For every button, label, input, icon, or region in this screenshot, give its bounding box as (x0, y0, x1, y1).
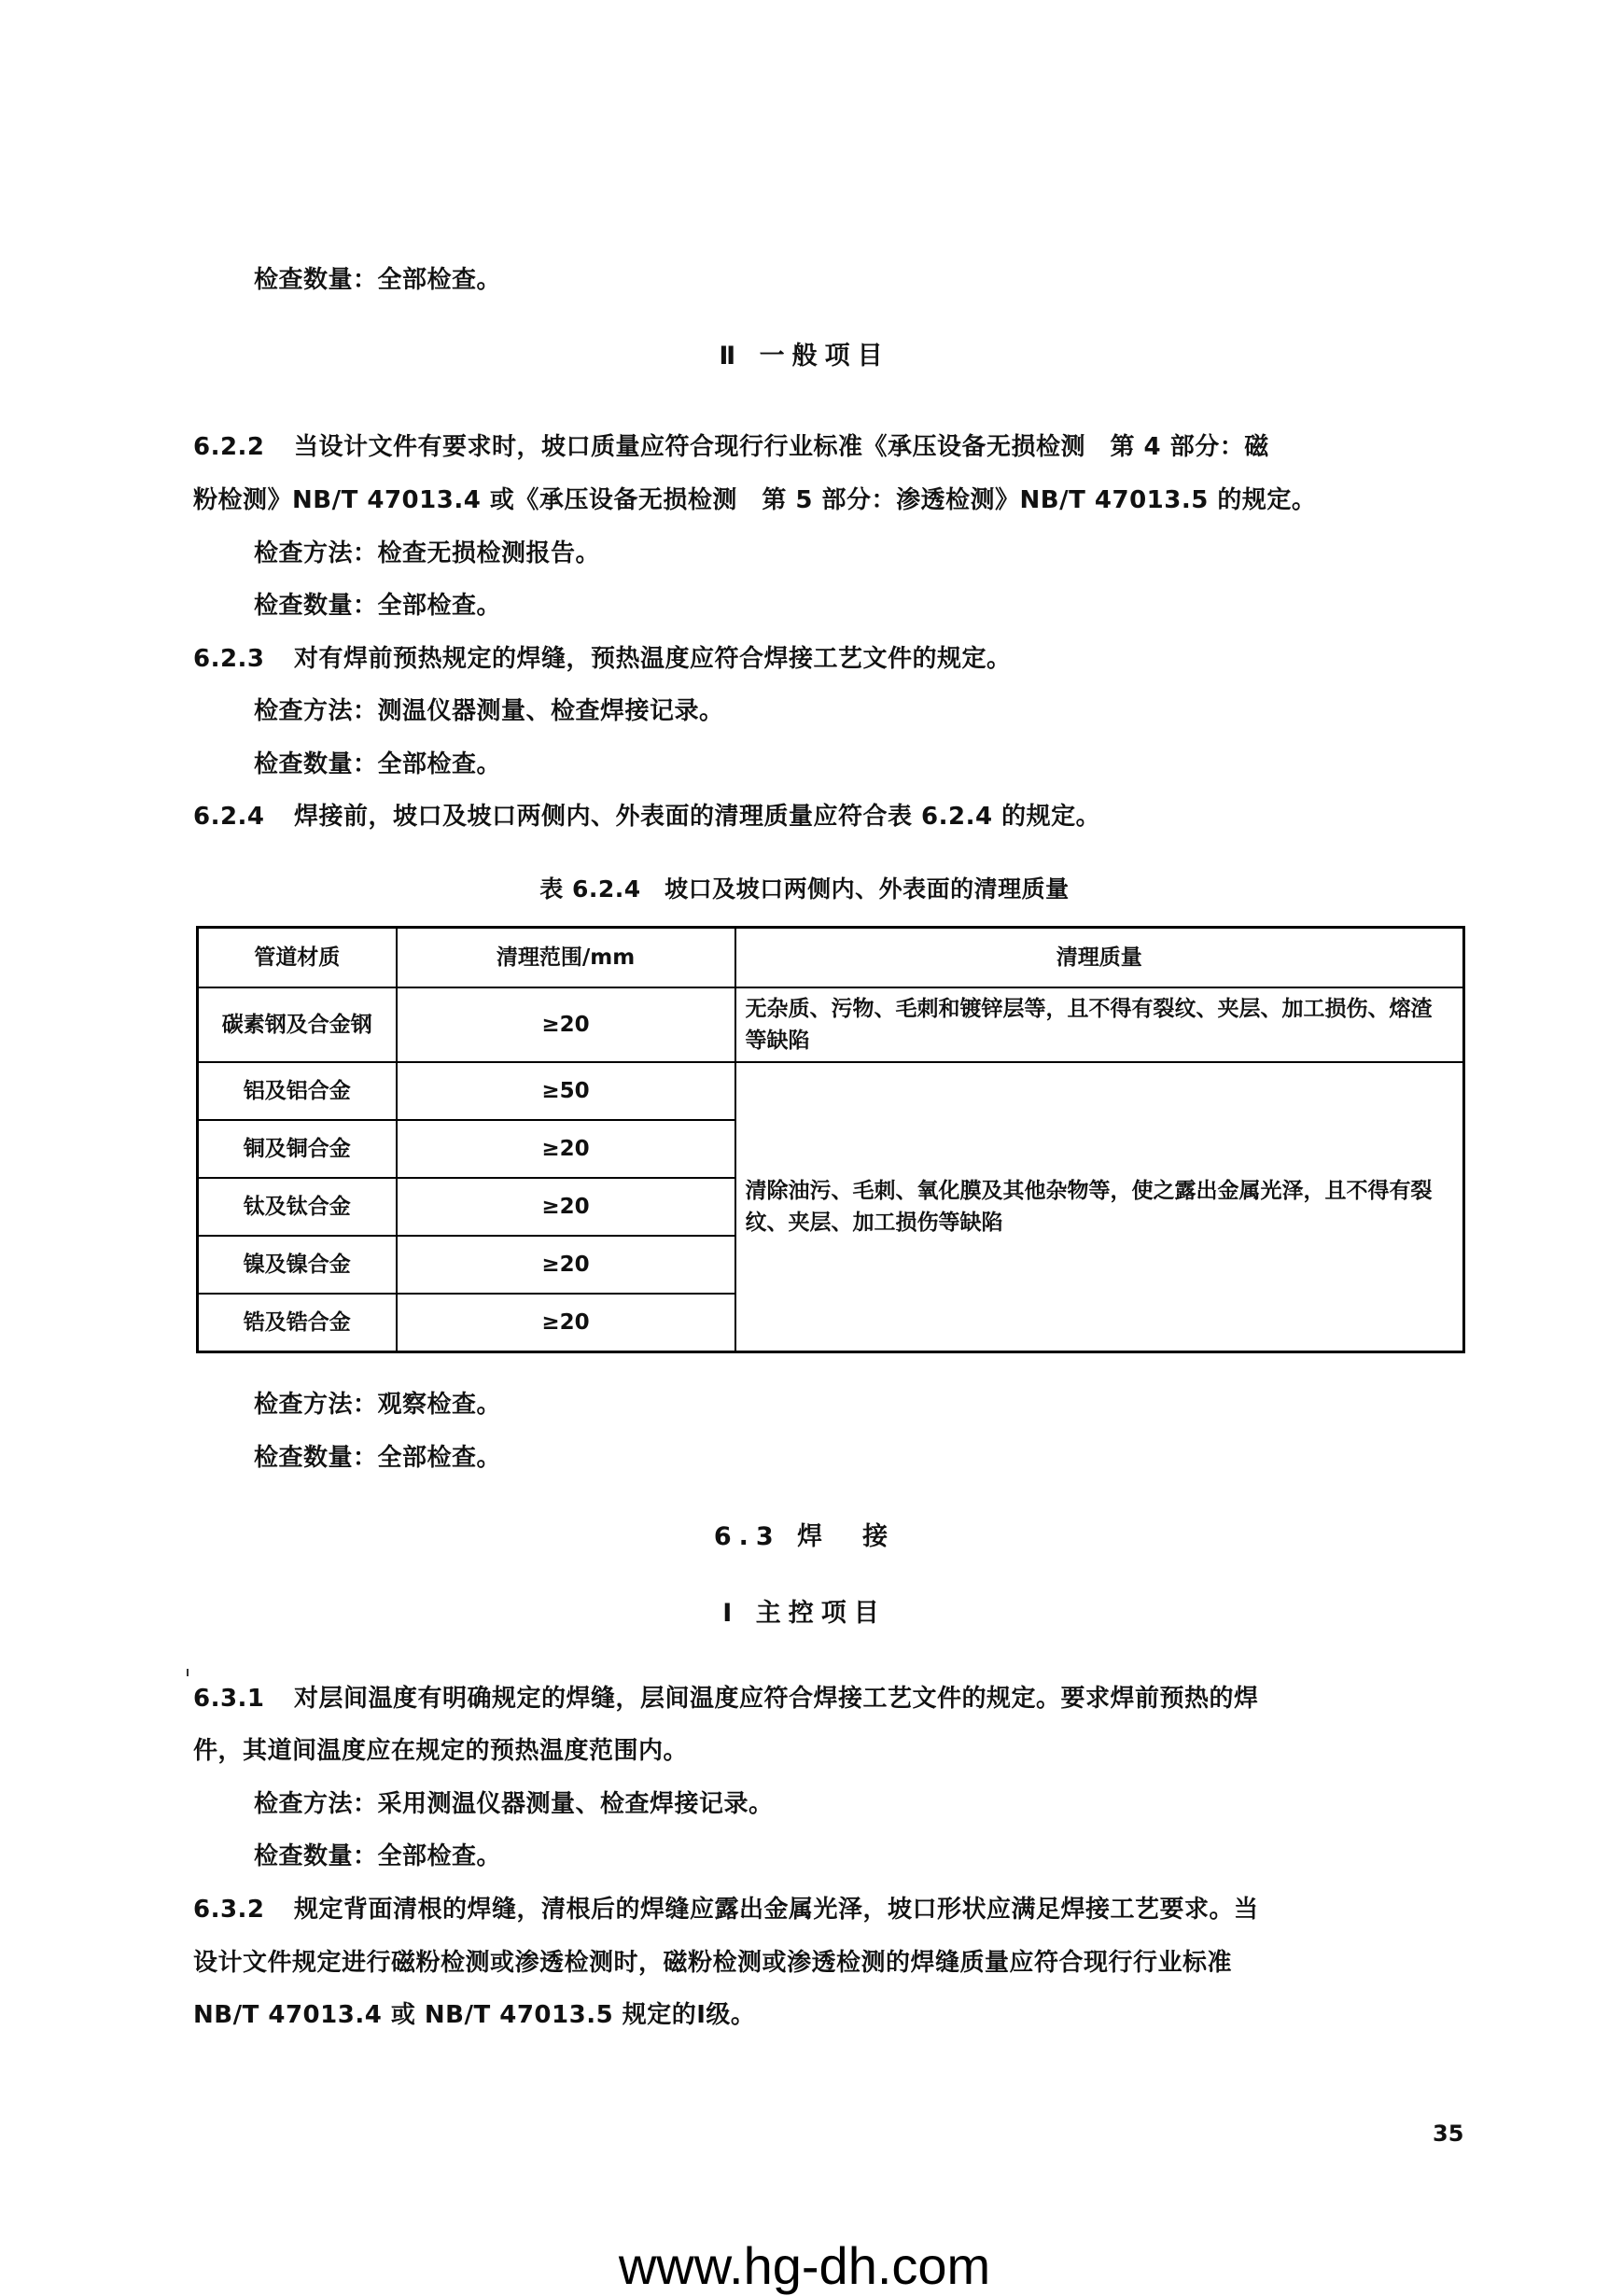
inspection-quantity: 检查数量：全部检查。 (254, 266, 502, 294)
watermark-url: www.hg-dh.com (618, 2236, 991, 2295)
cell-material: 钛及钛合金 (198, 1178, 397, 1236)
subsection-heading-main-items: Ⅰ 主控项目 (722, 1599, 887, 1628)
clause-6-3-2-line3: NB/T 47013.4 或 NB/T 47013.5 规定的Ⅰ级。 (193, 2001, 756, 2029)
clause-number: 6.3.2 (193, 1896, 265, 1924)
header-range: 清理范围/mm (397, 928, 735, 988)
subsection-heading-general-items: Ⅱ 一般项目 (719, 342, 890, 371)
cell-material: 镍及镍合金 (198, 1236, 397, 1294)
clause-text: 当设计文件有要求时，坡口质量应符合现行行业标准《承压设备无损检测 第 4 部分：磁 (294, 433, 1269, 461)
clause-number: 6.3.1 (193, 1685, 265, 1713)
page-number: 35 (1433, 2121, 1464, 2147)
table-header-row (198, 928, 1464, 988)
section-heading-welding: 6.3 焊 接 (713, 1522, 896, 1551)
inspection-quantity: 检查数量：全部检查。 (254, 1842, 502, 1870)
margin-mark (187, 1669, 189, 1676)
inspection-method: 检查方法：检查无损检测报告。 (254, 539, 601, 567)
header-quality: 清理质量 (735, 928, 1464, 988)
table-row (198, 1062, 1464, 1120)
clause-text: 规定背面清根的焊缝，清根后的焊缝应露出金属光泽，坡口形状应满足焊接工艺要求。当 (294, 1896, 1259, 1924)
clause-number: 6.2.3 (193, 645, 265, 673)
cleaning-quality-table (196, 926, 1465, 1353)
header-material: 管道材质 (198, 928, 397, 988)
clause-6-2-2-line1 (193, 435, 1269, 459)
clause-6-3-2-line2: 设计文件规定进行磁粉检测或渗透检测时，磁粉检测或渗透检测的焊缝质量应符合现行行业标准 (193, 1949, 1233, 1977)
clause-text: 焊接前，坡口及坡口两侧内、外表面的清理质量应符合表 6.2.4 的规定。 (294, 803, 1101, 831)
cell-material: 铜及铜合金 (198, 1120, 397, 1178)
clause-6-3-2-line1 (193, 1897, 1259, 1922)
inspection-method: 检查方法：观察检查。 (254, 1391, 502, 1419)
clause-6-2-2-line2: 粉检测》NB/T 47013.4 或《承压设备无损检测 第 5 部分：渗透检测》NB/T 47013.5 的规定。 (193, 486, 1317, 514)
cell-range: ≥20 (397, 987, 735, 1062)
cell-range: ≥20 (397, 1178, 735, 1236)
inspection-method: 检查方法：采用测温仪器测量、检查焊接记录。 (254, 1790, 774, 1818)
table-row (198, 987, 1464, 1062)
cell-material: 铝及铝合金 (198, 1062, 397, 1120)
inspection-quantity: 检查数量：全部检查。 (254, 1444, 502, 1472)
cell-range: ≥20 (397, 1120, 735, 1178)
clause-text: 对有焊前预热规定的焊缝，预热温度应符合焊接工艺文件的规定。 (294, 645, 1012, 673)
inspection-quantity: 检查数量：全部检查。 (254, 750, 502, 778)
clause-6-2-3 (193, 647, 1012, 671)
clause-6-3-1-line2: 件，其道间温度应在规定的预热温度范围内。 (193, 1737, 689, 1765)
cell-material: 锆及锆合金 (198, 1294, 397, 1352)
inspection-method: 检查方法：测温仪器测量、检查焊接记录。 (254, 697, 724, 725)
clause-number: 6.2.4 (193, 803, 265, 831)
table-caption: 表 6.2.4 坡口及坡口两侧内、外表面的清理质量 (539, 875, 1070, 903)
inspection-quantity: 检查数量：全部检查。 (254, 592, 502, 620)
clause-number: 6.2.2 (193, 433, 265, 461)
cell-quality-merged: 清除油污、毛刺、氧化膜及其他杂物等，使之露出金属光泽，且不得有裂纹、夹层、加工损伤等缺陷 (735, 1062, 1464, 1352)
clause-6-3-1-line1 (193, 1687, 1259, 1711)
cell-range: ≥20 (397, 1294, 735, 1352)
cell-quality: 无杂质、污物、毛刺和镀锌层等，且不得有裂纹、夹层、加工损伤、熔渣等缺陷 (735, 987, 1464, 1062)
clause-text: 对层间温度有明确规定的焊缝，层间温度应符合焊接工艺文件的规定。要求焊前预热的焊 (294, 1685, 1259, 1713)
cell-material: 碳素钢及合金钢 (198, 987, 397, 1062)
clause-6-2-4 (193, 805, 1100, 829)
cell-range: ≥20 (397, 1236, 735, 1294)
cell-range: ≥50 (397, 1062, 735, 1120)
